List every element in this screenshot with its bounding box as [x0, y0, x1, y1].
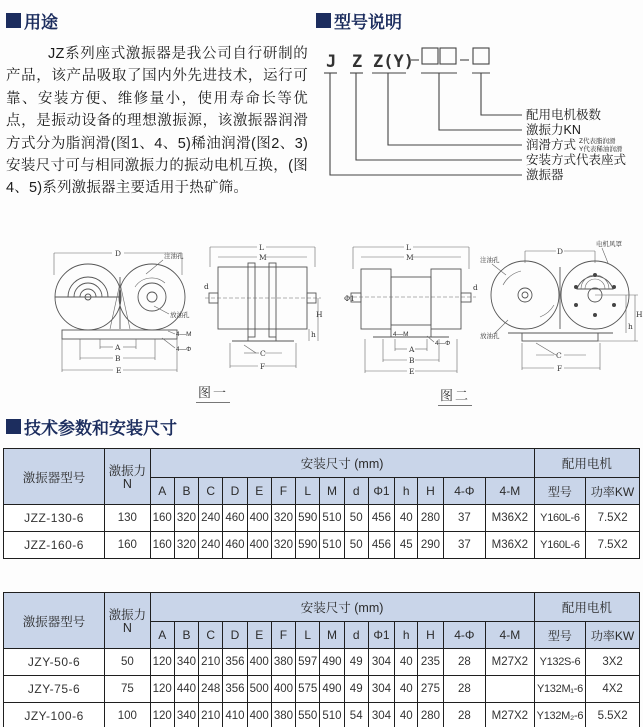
model-code-box: [422, 48, 438, 64]
col-header-dim: h: [395, 622, 418, 649]
col-header-dim: A: [150, 478, 174, 505]
section-marker-icon: [316, 13, 331, 28]
section-marker-icon: [6, 13, 21, 28]
col-header-dim: L: [296, 622, 320, 649]
table-row: [4, 703, 640, 727]
dim-label: C: [260, 349, 266, 358]
cell-dim: 248: [199, 676, 223, 703]
dim-label: L: [406, 243, 411, 252]
model-code-z1: Z: [352, 52, 363, 72]
dim-label: h: [311, 330, 316, 339]
cell-dim: 510: [320, 532, 344, 559]
cell-dim: 280: [418, 505, 443, 532]
cell-dim: 210: [199, 649, 223, 676]
col-group-motor: 配用电机: [534, 449, 639, 478]
cell-dim: 400: [247, 505, 271, 532]
col-group-dims: 安装尺寸 (mm): [150, 449, 534, 478]
dim-label: F: [557, 364, 563, 373]
dim-label: A: [115, 343, 121, 352]
cell-model: JZZ-160-6: [4, 532, 105, 559]
col-header-dim: 4-M: [486, 478, 535, 505]
col-header-dim: Φ1: [368, 622, 394, 649]
specs-title-text: 技术参数和安装尺寸: [24, 419, 177, 438]
model-lube-note2: Y代表稀油润滑: [579, 146, 623, 153]
cell-dim: 460: [223, 505, 247, 532]
cell-dim: 40: [395, 676, 418, 703]
cell-motor-model: Y160L-6: [534, 532, 586, 559]
dim-label: 4—Φ: [176, 346, 192, 353]
cell-dim: 50: [344, 532, 368, 559]
cell-dim: M36X2: [486, 532, 535, 559]
col-header-dim: d: [344, 478, 368, 505]
cell-dim: M27X2: [486, 649, 535, 676]
col-header-dim: B: [174, 478, 198, 505]
col-header-dim: h: [395, 478, 418, 505]
cell-dim: 456: [368, 505, 394, 532]
col-header-dim: 4-M: [486, 622, 535, 649]
cell-dim: 120: [150, 703, 174, 727]
figures-strip: [0, 233, 643, 413]
cell-motor-power: 5.5X2: [586, 703, 640, 727]
col-header-force: 激振力 N: [105, 449, 150, 505]
cell-dim: 320: [174, 505, 198, 532]
usage-title-text: 用途: [24, 13, 58, 32]
model-lube-note1: Z代表脂润滑: [579, 138, 616, 145]
dim-label: M: [406, 253, 414, 262]
table-row: [4, 532, 640, 559]
section-marker-icon: [6, 419, 21, 434]
fan-cover-label: 电机风罩: [596, 241, 622, 248]
dim-label: E: [409, 367, 415, 376]
model-label-exciter: 激振器: [526, 168, 564, 182]
cell-dim: 500: [247, 676, 271, 703]
col-group-motor: 配用电机: [534, 593, 639, 622]
col-header-dim: C: [199, 622, 223, 649]
cell-dim: 440: [174, 676, 198, 703]
cell-dim: 240: [199, 505, 223, 532]
col-header-dim: C: [199, 478, 223, 505]
col-header-dim: B: [174, 622, 198, 649]
col-header-dim: D: [223, 478, 247, 505]
cell-dim: 275: [418, 676, 443, 703]
cell-dim: 550: [296, 703, 320, 727]
cell-force: 160: [105, 532, 150, 559]
cell-dim: 120: [150, 649, 174, 676]
fig1-caption: 图一: [196, 382, 230, 403]
col-header-force: 激振力 N: [105, 593, 150, 649]
dim-label: M: [259, 253, 267, 262]
cell-dim: 235: [418, 649, 443, 676]
model-section: [316, 8, 642, 205]
cell-force: 75: [105, 676, 150, 703]
cell-dim: 400: [247, 703, 271, 727]
dim-label: d: [473, 283, 478, 292]
cell-dim: 410: [223, 703, 247, 727]
cell-dim: 304: [368, 649, 394, 676]
model-title: [316, 8, 642, 33]
cell-dim: 490: [320, 676, 344, 703]
cell-dim: 28: [443, 703, 485, 727]
cell-dim: M27X2: [486, 703, 535, 727]
cell-dim: 45: [395, 532, 418, 559]
cell-dim: 37: [443, 532, 485, 559]
cell-force: 100: [105, 703, 150, 727]
dim-label: Φ1: [344, 294, 355, 303]
col-header-dim: E: [247, 622, 271, 649]
col-group-dims: 安装尺寸 (mm): [150, 593, 534, 622]
col-header-dim: M: [320, 478, 344, 505]
cell-dim: 356: [223, 649, 247, 676]
cell-dim: 575: [296, 676, 320, 703]
table-row: [4, 676, 640, 703]
usage-title: [6, 8, 308, 33]
dim-label: 4—M: [176, 331, 192, 338]
fig2-caption: 图二: [438, 385, 472, 406]
cell-dim: 290: [418, 532, 443, 559]
cell-model: JZZ-130-6: [4, 505, 105, 532]
fig2-front-view: [478, 237, 643, 379]
cell-dim: 460: [223, 532, 247, 559]
col-header-motor-power: 功率KW: [586, 622, 640, 649]
cell-dim: 400: [247, 649, 271, 676]
dim-label: B: [115, 354, 121, 363]
col-header-dim: M: [320, 622, 344, 649]
cell-dim: [486, 676, 535, 703]
cell-dim: 37: [443, 505, 485, 532]
cell-force: 50: [105, 649, 150, 676]
col-header-dim: E: [247, 478, 271, 505]
col-header-dim: d: [344, 622, 368, 649]
cell-dim: 210: [199, 703, 223, 727]
cell-motor-model: Y132M₁-6: [534, 676, 586, 703]
oil-fill-label: 注油孔: [164, 253, 184, 260]
cell-motor-power: 3X2: [586, 649, 640, 676]
dim-label: 4—Φ: [435, 340, 451, 347]
cell-motor-power: 7.5X2: [586, 505, 640, 532]
cell-dim: 28: [443, 649, 485, 676]
model-code-j: J: [326, 52, 337, 72]
cell-dim: 28: [443, 676, 485, 703]
cell-dim: 54: [344, 703, 368, 727]
cell-dim: 380: [271, 649, 295, 676]
col-header-dim: H: [418, 622, 443, 649]
col-header-motor-model: 型号: [534, 622, 586, 649]
dim-label: H: [636, 310, 643, 319]
cell-dim: 49: [344, 676, 368, 703]
cell-dim: 50: [344, 505, 368, 532]
cell-motor-model: Y132M₂-6: [534, 703, 586, 727]
model-label-force: 激振力KN: [526, 123, 581, 137]
cell-dim: 590: [296, 532, 320, 559]
col-header-dim: Φ1: [368, 478, 394, 505]
cell-dim: 490: [320, 649, 344, 676]
fig2-side-view: [343, 237, 480, 379]
col-header-dim: A: [150, 622, 174, 649]
dim-label: A: [409, 345, 415, 354]
cell-dim: 120: [150, 676, 174, 703]
fig1-front-view: [42, 237, 200, 379]
cell-dim: 49: [344, 649, 368, 676]
cell-dim: 380: [271, 703, 295, 727]
dim-label: F: [260, 362, 266, 371]
col-header-motor-model: 型号: [534, 478, 586, 505]
cell-model: JZY-75-6: [4, 676, 105, 703]
dim-label: H: [316, 310, 323, 319]
table-row: [4, 505, 640, 532]
cell-dim: 160: [150, 532, 174, 559]
usage-section: [6, 8, 308, 200]
col-header-model: 激振器型号: [4, 593, 105, 649]
specs-title: [6, 414, 643, 439]
cell-dim: 160: [150, 505, 174, 532]
cell-dim: M36X2: [486, 505, 535, 532]
col-header-dim: D: [223, 622, 247, 649]
model-label-poles: 配用电机极数: [526, 108, 602, 122]
cell-force: 130: [105, 505, 150, 532]
col-header-dim: 4-Φ: [443, 478, 485, 505]
cell-dim: 304: [368, 676, 394, 703]
cell-dim: 280: [418, 703, 443, 727]
model-code-z2: Z(Y): [373, 52, 414, 72]
cell-dim: 456: [368, 532, 394, 559]
usage-paragraph: JZ系列座式激振器是我公司自行研制的产品，该产品吸取了国内外先进技术，运行可靠、安装方便、维修量小，使用寿命长等优点，是振动设备的理想激振源，该激振器润滑方式分为脂润滑(图1、4、5)稀油润滑(图2、3)安装尺寸可与相同激振力的振动电机互换，(图4、5)系列激振器主要适用于热矿筛。: [6, 46, 308, 197]
cell-dim: 340: [174, 703, 198, 727]
model-title-text: 型号说明: [334, 13, 402, 32]
cell-dim: 320: [271, 532, 295, 559]
spec-table-jzz: [3, 448, 640, 559]
cell-model: JZY-50-6: [4, 649, 105, 676]
cell-motor-power: 4X2: [586, 676, 640, 703]
cell-dim: 356: [223, 676, 247, 703]
cell-dim: 320: [174, 532, 198, 559]
cell-dim: 400: [247, 532, 271, 559]
model-code-box: [440, 48, 456, 64]
spec-table-jzy: [3, 592, 640, 727]
cell-dim: 40: [395, 505, 418, 532]
dim-label: C: [556, 351, 562, 360]
dim-label: 4—M: [393, 331, 409, 338]
cell-dim: 597: [296, 649, 320, 676]
cell-motor-model: Y160L-6: [534, 505, 586, 532]
cell-dim: 510: [320, 703, 344, 727]
dim-label: D: [115, 249, 122, 258]
col-header-dim: L: [296, 478, 320, 505]
cell-dim: 340: [174, 649, 198, 676]
model-label-lube: 润滑方式: [526, 138, 577, 152]
specs-section: [0, 414, 643, 727]
fig1-side-view: [202, 237, 324, 379]
cell-model: JZY-100-6: [4, 703, 105, 727]
dim-label: L: [259, 243, 264, 252]
dim-label: h: [628, 322, 633, 331]
table-row: [4, 649, 640, 676]
cell-dim: 590: [296, 505, 320, 532]
model-code-diagram: [316, 35, 642, 205]
col-header-motor-power: 功率KW: [586, 478, 640, 505]
dim-label: E: [116, 366, 122, 375]
col-header-model: 激振器型号: [4, 449, 105, 505]
cell-motor-model: Y132S-6: [534, 649, 586, 676]
cell-dim: 510: [320, 505, 344, 532]
model-label-mount: 安装方式代表座式: [526, 153, 627, 167]
dim-label: D: [557, 247, 564, 256]
col-header-dim: F: [271, 622, 295, 649]
cell-dim: 400: [271, 676, 295, 703]
dim-label: d: [204, 282, 209, 291]
oil-fill-label: 注油孔: [480, 257, 500, 264]
dim-label: B: [409, 356, 415, 365]
cell-motor-power: 7.5X2: [586, 532, 640, 559]
cell-dim: 240: [199, 532, 223, 559]
oil-drain-label: 放油孔: [170, 312, 190, 319]
oil-drain-label: 放油孔: [480, 333, 500, 340]
col-header-dim: H: [418, 478, 443, 505]
cell-dim: 40: [395, 703, 418, 727]
col-header-dim: 4-Φ: [443, 622, 485, 649]
col-header-dim: F: [271, 478, 295, 505]
cell-dim: 304: [368, 703, 394, 727]
model-code-box: [473, 48, 489, 64]
cell-dim: 320: [271, 505, 295, 532]
cell-dim: 40: [395, 649, 418, 676]
